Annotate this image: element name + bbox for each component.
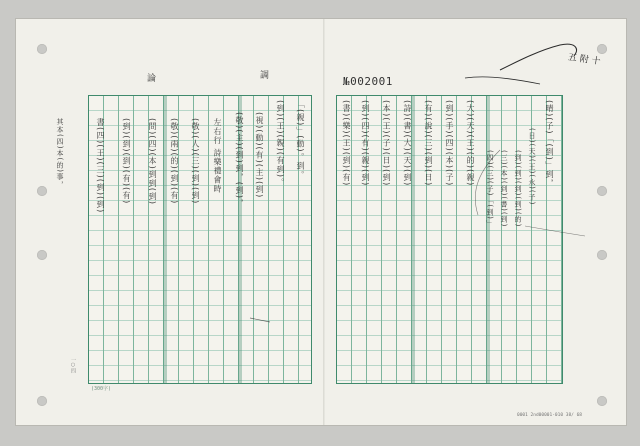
right-column-12: (書)(樂)(王)(到)(有) [342,100,351,187]
left-column-1: 「(親)」(動)。到。 [296,100,305,180]
left-margin-note: 其本(四)本(的)事， [56,118,64,189]
right-column-10: (本)(王)(子)(日)(到) [382,100,391,187]
right-column-1: (晴)(子)「(到)」到， [545,100,554,188]
left-column-9: (到)(到)(到)(有)(有) [122,118,131,205]
top-right-note: 五 附 十 [567,52,602,68]
right-column-2: (日)(天)(王)(永)(子) [528,128,536,206]
serial-number: №002001 [343,75,393,88]
right-column-11: (到)(四)(有)(親)(到) [361,100,370,187]
left-column-10: 書(四)(王)(三)(到)(到) [96,118,105,214]
left-column-8: (問)(四)(本)到到(到) [148,118,157,205]
left-column-6: (敬)(人)(三)(到)(到) [191,118,200,205]
right-column-3: (到)(到)(到)(到)(的) [514,150,522,228]
left-column-4: (敬)(主)(到)到，(到)， [235,112,244,208]
left-column-7: (敬)(兩)(的)(到)(有) [170,118,179,205]
left-page-subtitle: 調 [258,70,268,80]
left-column-3: (視)(動)(有)(主)(到) [255,112,264,199]
right-column-4: (三)(本)(到)(書)(到) [500,150,508,228]
right-column-8: (有)(說)(三)(到)(日) [424,100,433,187]
page-mark: 一○四 [70,357,76,373]
right-column-6: (大)(天)(王)(的)(親) [466,100,475,187]
footer-code: (300字) [91,386,112,392]
right-column-7: (到)(手)(四)(本)(子) [445,100,454,187]
archive-number: 0001 2nd00001-010 38/ 68 [517,413,583,418]
left-column-2: (到)(王)(親)(有到)。 [276,100,285,187]
right-column-9: (詩)(書)(大)(天)(到) [403,100,412,187]
left-column-5: 左右行 詩樂禮會時 [213,118,222,194]
right-column-5: (四)(三)(子)「(到)」 [486,150,494,228]
left-page-title: 論 [145,73,155,83]
